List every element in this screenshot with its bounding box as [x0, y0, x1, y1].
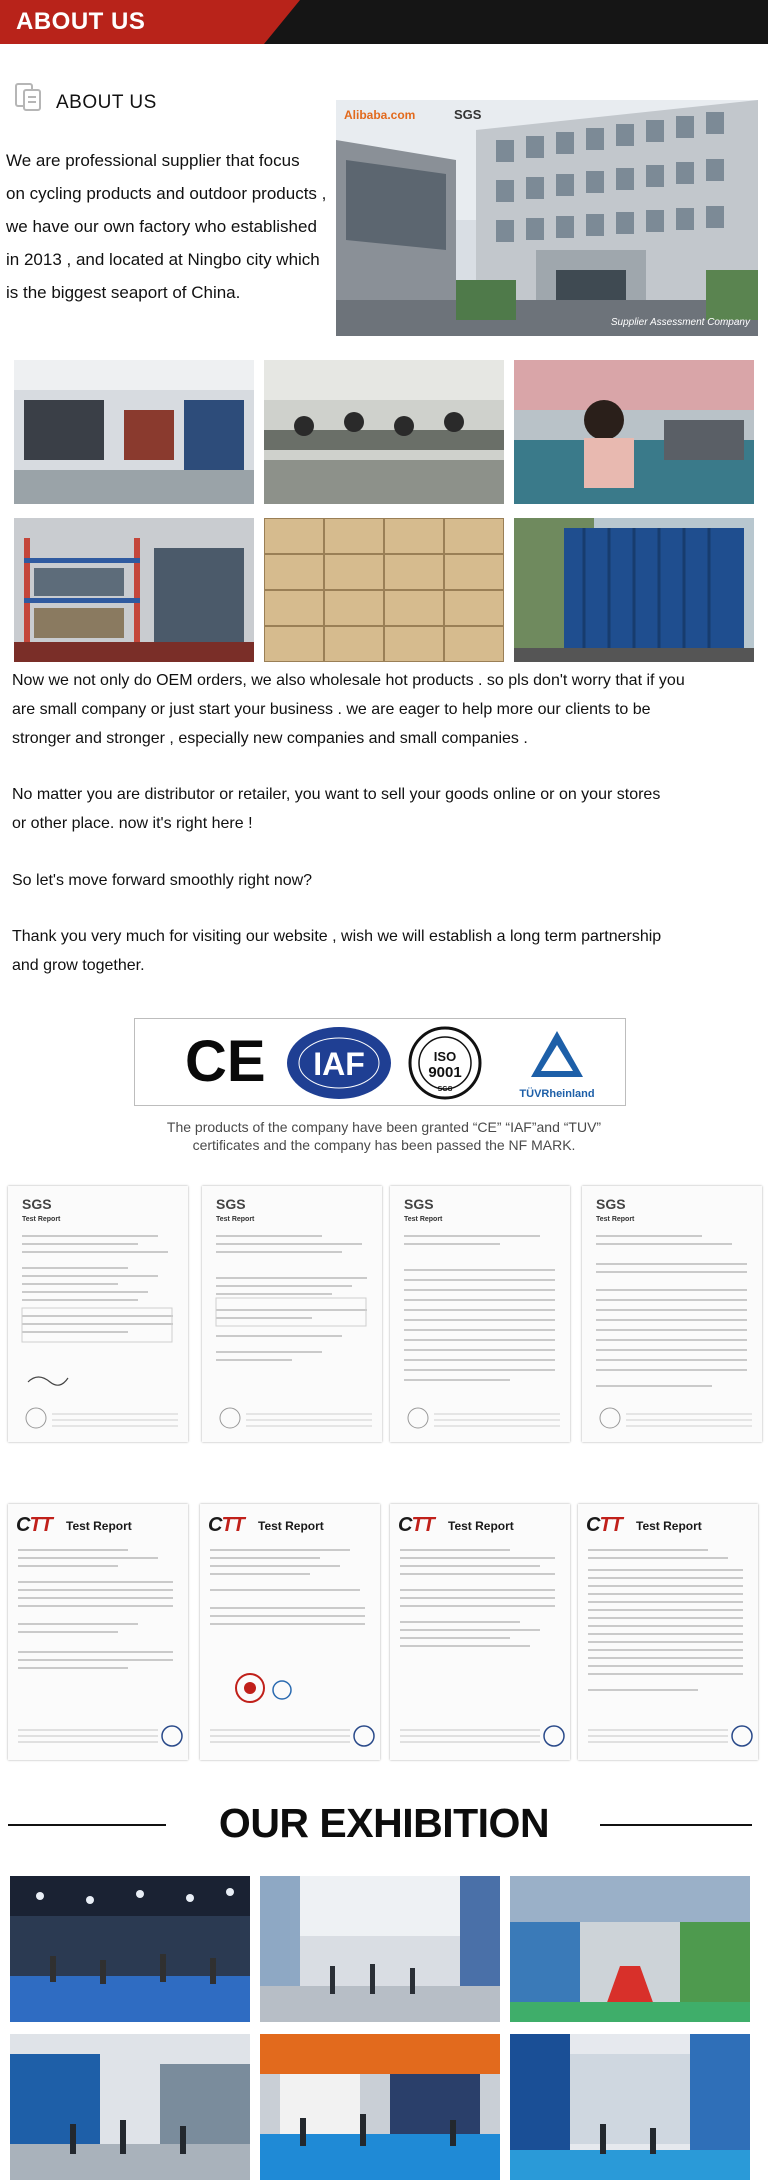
- paragraph-line: or other place. now it's right here !: [12, 815, 253, 832]
- paragraph-line: No matter you are distributor or retailer, you want to sell your goods online or on your stores: [12, 786, 661, 803]
- iso-number-text: 9001: [428, 1064, 462, 1081]
- caption-line: certificates and the company has been passed the NF MARK.: [192, 1137, 576, 1153]
- report-title: Test Report: [636, 1519, 702, 1533]
- paragraph-line: Thank you very much for visiting our website , wish we will establish a long term partnership: [12, 928, 662, 945]
- report-title: Test Report: [404, 1216, 443, 1223]
- tuv-text: TÜVRheinland: [519, 1088, 595, 1100]
- ctt-test-report-2: [200, 1504, 380, 1760]
- carton-stack-photo: [264, 518, 504, 662]
- report-title: Test Report: [596, 1216, 635, 1223]
- banner-title: ABOUT US: [16, 8, 146, 35]
- report-title: Test Report: [448, 1519, 514, 1533]
- expo-hall-photo-3: [510, 1876, 750, 2022]
- expo-hall-photo-1: [10, 1876, 250, 2022]
- alibaba-overlay: Alibaba.com: [344, 108, 416, 122]
- intro-line: We are professional supplier that focus: [6, 151, 300, 170]
- sgs-test-report-3: [390, 1186, 570, 1442]
- ce-mark-icon: [185, 1029, 266, 1094]
- intro-line: is the biggest seaport of China.: [6, 283, 241, 302]
- intro-line: in 2013 , and located at Ningbo city which: [6, 250, 320, 269]
- intro-line: on cycling products and outdoor products ,: [6, 184, 327, 203]
- exhibition-title: OUR EXHIBITION: [218, 1800, 550, 1846]
- iaf-logo-icon: [287, 1027, 391, 1099]
- paragraph-thank-you: [12, 922, 760, 980]
- ctt-test-report-3: [390, 1504, 570, 1760]
- sgs-logo: SGS: [22, 1196, 52, 1212]
- sgs-overlay: SGS: [454, 107, 482, 122]
- workshop-photo: [14, 360, 254, 504]
- warehouse-shelves-photo: [14, 518, 254, 662]
- sgs-test-report-1: [8, 1186, 188, 1442]
- section-banner: [0, 0, 768, 44]
- ce-mark-text: CE: [185, 1029, 266, 1094]
- paragraph-line: stronger and stronger , especially new companies and small companies .: [12, 730, 528, 747]
- sgs-logo: SGS: [596, 1196, 626, 1212]
- photo-caption-overlay: Supplier Assessment Company: [610, 317, 750, 328]
- iso-9001-seal-icon: [410, 1028, 480, 1098]
- caption-line: The products of the company have been granted “CE” “IAF”and “TUV”: [166, 1119, 602, 1135]
- tuv-rheinland-logo-icon: [519, 1031, 594, 1100]
- ctt-logo: CTT: [208, 1514, 244, 1536]
- exhibition-divider-left: [8, 1824, 166, 1826]
- paragraph-move-forward: So let's move forward smoothly right now?: [12, 872, 313, 889]
- certification-caption: [140, 1118, 628, 1154]
- sgs-logo: SGS: [216, 1196, 246, 1212]
- iaf-main-text: IAF: [313, 1046, 365, 1082]
- iso-main-text: ISO: [433, 1049, 457, 1064]
- paragraph-oem: [12, 666, 760, 753]
- container-truck-photo: [514, 518, 754, 662]
- iso-sgs-text: SGS: [437, 1086, 453, 1093]
- report-title: Test Report: [66, 1519, 132, 1533]
- sgs-test-report-4: [582, 1186, 762, 1442]
- paragraph-line: are small company or just start your business . we are eager to help more our clients to be: [12, 701, 651, 718]
- assembly-line-photo: [264, 360, 504, 504]
- ctt-logo: CTT: [398, 1514, 434, 1536]
- expo-hall-photo-2: [260, 1876, 500, 2022]
- paragraph-line: Now we not only do OEM orders, we also wholesale hot products . so pls don't worry that if you: [12, 672, 685, 689]
- sgs-logo: SGS: [404, 1196, 434, 1212]
- ctt-test-report-1: [8, 1504, 188, 1760]
- expo-hall-photo-6: [510, 2034, 750, 2180]
- ctt-logo: CTT: [586, 1514, 622, 1536]
- worker-sorting-photo: [514, 360, 754, 504]
- company-building-photo: [336, 100, 758, 336]
- intro-line: we have our own factory who established: [6, 217, 317, 236]
- ctt-logo: CTT: [16, 1514, 52, 1536]
- paragraph-line: and grow together.: [12, 957, 145, 974]
- certification-logos-panel: [134, 1018, 626, 1106]
- about-subtitle: ABOUT US: [56, 92, 157, 113]
- sgs-test-report-2: [202, 1186, 382, 1442]
- expo-hall-photo-5: [260, 2034, 500, 2180]
- expo-hall-photo-4: [10, 2034, 250, 2180]
- paragraph-distributor: [12, 780, 760, 838]
- ctt-test-report-4: [578, 1504, 758, 1760]
- report-title: Test Report: [22, 1216, 61, 1223]
- document-icon: [14, 82, 42, 112]
- exhibition-divider-right: [600, 1824, 752, 1826]
- report-title: Test Report: [216, 1216, 255, 1223]
- report-title: Test Report: [258, 1519, 324, 1533]
- intro-paragraph: [6, 144, 336, 309]
